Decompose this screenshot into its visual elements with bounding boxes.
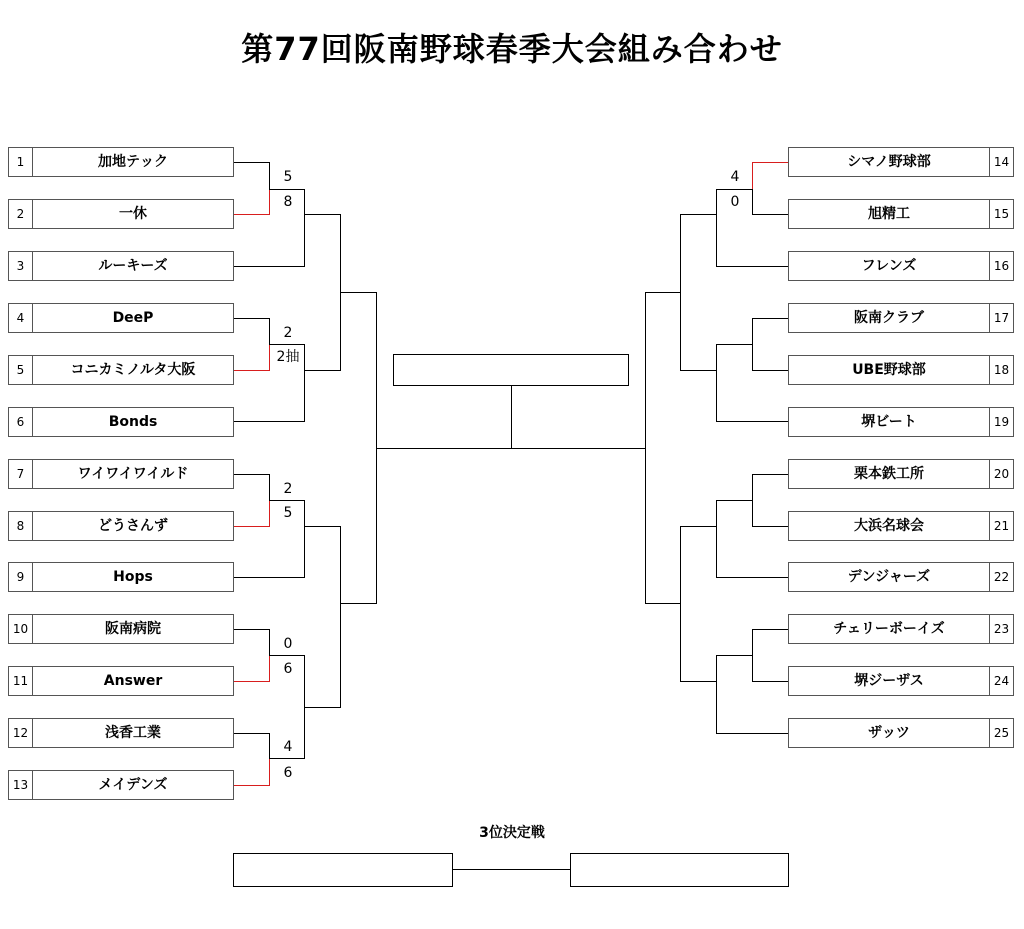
winner-line (269, 758, 270, 786)
seed-number: 2 (8, 199, 33, 229)
third-place-label: 3位決定戦 (479, 825, 545, 841)
team-name: 大浜名球会 (788, 511, 990, 541)
team-name: 栗本鉄工所 (788, 459, 990, 489)
seed-number: 3 (8, 251, 33, 281)
bracket-line (304, 189, 305, 267)
score-top: 5 (283, 169, 293, 185)
seed-number: 20 (989, 459, 1014, 489)
winner-line (234, 214, 270, 215)
seed-number: 25 (989, 718, 1014, 748)
bracket-line (752, 214, 788, 215)
seed-number: 24 (989, 666, 1014, 696)
seed-number: 19 (989, 407, 1014, 437)
third-place-box-left (233, 853, 453, 887)
bracket-line (716, 500, 717, 578)
team-name: UBE野球部 (788, 355, 990, 385)
bracket-line (716, 733, 788, 734)
bracket-line (645, 603, 681, 604)
bracket-line (340, 603, 377, 604)
bracket-line (453, 869, 570, 870)
winner-line (269, 500, 270, 527)
bracket-line (234, 266, 305, 267)
team-name: DeeP (32, 303, 234, 333)
score-top: 2 (283, 325, 293, 341)
winner-line (269, 655, 270, 682)
score-bottom: 5 (283, 505, 293, 521)
bracket-line (680, 214, 717, 215)
bracket-line (752, 370, 788, 371)
team-name: Answer (32, 666, 234, 696)
seed-number: 11 (8, 666, 33, 696)
bracket-line (680, 526, 717, 527)
seed-number: 4 (8, 303, 33, 333)
bracket-line (716, 189, 753, 190)
score-bottom: 2抽 (276, 349, 300, 365)
seed-number: 18 (989, 355, 1014, 385)
winner-line (752, 162, 753, 189)
bracket-line (234, 318, 270, 319)
team-name: ルーキーズ (32, 251, 234, 281)
third-place-box-right (570, 853, 789, 887)
score-bottom: 6 (283, 661, 293, 677)
winner-line (269, 189, 270, 215)
team-name: 堺ビート (788, 407, 990, 437)
team-name: フレンズ (788, 251, 990, 281)
bracket-line (680, 526, 681, 682)
score-bottom: 0 (730, 194, 740, 210)
team-name: 一休 (32, 199, 234, 229)
team-name: Bonds (32, 407, 234, 437)
page-title: 第77回阪南野球春季大会組み合わせ (241, 30, 783, 68)
team-name: 旭精工 (788, 199, 990, 229)
team-name: 加地テック (32, 147, 234, 177)
winner-line (752, 162, 788, 163)
seed-number: 7 (8, 459, 33, 489)
score-top: 2 (283, 481, 293, 497)
bracket-line (269, 655, 305, 656)
bracket-line (269, 162, 270, 189)
winner-line (234, 681, 270, 682)
bracket-line (716, 421, 788, 422)
winner-line (269, 344, 270, 371)
bracket-line (269, 758, 305, 759)
bracket-line (304, 526, 341, 527)
winner-line (234, 526, 270, 527)
seed-number: 13 (8, 770, 33, 800)
seed-number: 6 (8, 407, 33, 437)
team-name: メイデンズ (32, 770, 234, 800)
bracket-line (234, 629, 270, 630)
score-bottom: 8 (283, 194, 293, 210)
team-name: 阪南クラブ (788, 303, 990, 333)
bracket-line (234, 421, 305, 422)
winner-line (234, 370, 270, 371)
team-name: 阪南病院 (32, 614, 234, 644)
bracket-line (340, 526, 341, 708)
seed-number: 14 (989, 147, 1014, 177)
bracket-line (752, 629, 788, 630)
seed-number: 1 (8, 147, 33, 177)
bracket-line (716, 655, 753, 656)
bracket-line (304, 500, 305, 578)
bracket-line (716, 655, 717, 734)
score-top: 4 (283, 739, 293, 755)
bracket-line (269, 344, 305, 345)
bracket-line (234, 733, 270, 734)
bracket-line (340, 292, 377, 293)
bracket-line (511, 386, 512, 448)
team-name: 浅香工業 (32, 718, 234, 748)
seed-number: 10 (8, 614, 33, 644)
team-name: シマノ野球部 (788, 147, 990, 177)
bracket-line (645, 292, 646, 604)
seed-number: 15 (989, 199, 1014, 229)
team-name: どうさんず (32, 511, 234, 541)
bracket-line (269, 189, 305, 190)
team-name: ザッツ (788, 718, 990, 748)
bracket-line (269, 474, 270, 501)
score-bottom: 6 (283, 765, 293, 781)
seed-number: 23 (989, 614, 1014, 644)
bracket-line (680, 681, 717, 682)
seed-number: 21 (989, 511, 1014, 541)
bracket-line (752, 526, 788, 527)
champion-box (393, 354, 629, 386)
bracket-line (304, 370, 341, 371)
bracket-line (716, 189, 717, 267)
winner-line (234, 785, 270, 786)
team-name: コニカミノルタ大阪 (32, 355, 234, 385)
bracket-line (304, 344, 305, 422)
bracket-line (716, 500, 753, 501)
team-name: ワイワイワイルド (32, 459, 234, 489)
bracket-line (752, 318, 788, 319)
bracket-line (269, 318, 270, 345)
team-name: Hops (32, 562, 234, 592)
bracket-line (716, 344, 717, 422)
bracket-line (752, 681, 788, 682)
bracket-line (511, 448, 646, 449)
seed-number: 9 (8, 562, 33, 592)
seed-number: 16 (989, 251, 1014, 281)
bracket-line (269, 629, 270, 656)
bracket-line (752, 189, 753, 215)
bracket-line (716, 577, 788, 578)
bracket-line (716, 344, 753, 345)
bracket-line (304, 707, 341, 708)
bracket-line (376, 448, 511, 449)
score-top: 4 (730, 169, 740, 185)
team-name: 堺ジーザス (788, 666, 990, 696)
seed-number: 17 (989, 303, 1014, 333)
bracket-line (680, 370, 717, 371)
seed-number: 22 (989, 562, 1014, 592)
team-name: デンジャーズ (788, 562, 990, 592)
score-top: 0 (283, 636, 293, 652)
bracket-line (304, 214, 341, 215)
bracket-line (645, 292, 681, 293)
bracket-line (234, 474, 270, 475)
seed-number: 12 (8, 718, 33, 748)
team-name: チェリーボーイズ (788, 614, 990, 644)
bracket-line (716, 266, 788, 267)
seed-number: 8 (8, 511, 33, 541)
bracket-line (234, 162, 270, 163)
seed-number: 5 (8, 355, 33, 385)
bracket-line (269, 733, 270, 759)
bracket-line (234, 577, 305, 578)
bracket-line (752, 474, 788, 475)
bracket-line (269, 500, 305, 501)
